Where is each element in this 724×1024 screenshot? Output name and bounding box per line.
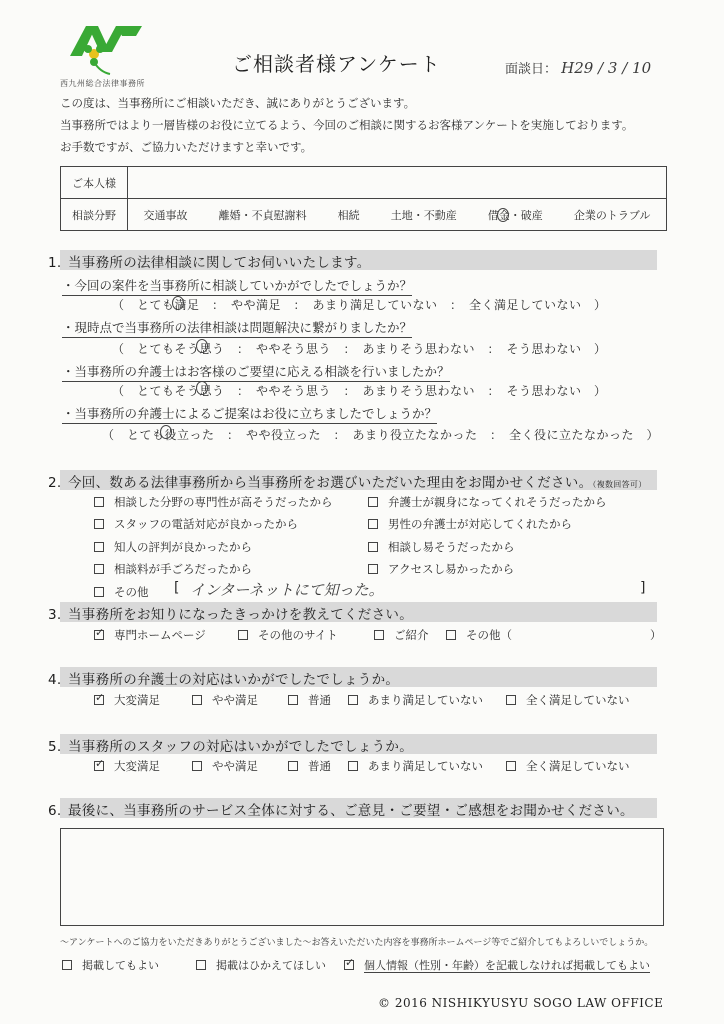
publish-option-selected[interactable]: ✓ 個人情報（性別・年齢）を記載しなければ掲載してもよい <box>344 957 650 973</box>
checkbox[interactable] <box>94 564 104 574</box>
section3-title: 3. 当事務所をお知りになったきっかけを教えてください。 <box>48 607 413 623</box>
category-option[interactable]: 相続 <box>337 208 360 222</box>
category-option[interactable]: 土地・不動産 <box>390 208 457 222</box>
checkbox[interactable] <box>348 695 358 705</box>
reason-option[interactable]: 知人の評判が良かったから <box>94 539 252 555</box>
lawyer-rating-option[interactable]: 普通 <box>288 692 331 708</box>
rating-scale[interactable]: （ とても満足 ： やや満足 ： あまり満足していない ： 全く満足していない ） <box>112 298 607 312</box>
other-bracket-open: [ <box>174 580 180 596</box>
intro-line: お手数ですが、ご協力いただけますと幸いです。 <box>60 140 313 154</box>
section4-title: 4. 当事務所の弁護士の対応はいかがでしたでしょうか。 <box>48 672 400 688</box>
checkbox[interactable] <box>94 519 104 529</box>
answer-circle <box>160 425 172 439</box>
checkbox-checked[interactable] <box>94 630 104 640</box>
checkbox[interactable] <box>446 630 456 640</box>
reason-option[interactable]: 相談し易そうだったから <box>368 539 515 555</box>
source-option-other[interactable]: その他（ <box>446 627 512 643</box>
intro-line: 当事務所ではより一層皆様のお役に立てるよう、今回のご相談に関するお客様アンケートを実施しております。 <box>60 118 634 132</box>
firm-name: 西九州総合法律事務所 <box>60 79 145 88</box>
other-bracket-close: ] <box>640 580 646 596</box>
rating-scale[interactable]: （ とてもそう思う ： ややそう思う ： あまりそう思わない ： そう思わない ） <box>112 384 607 398</box>
checkbox[interactable] <box>192 761 202 771</box>
intro-text <box>60 92 633 158</box>
answer-circle <box>172 296 184 310</box>
page-title: ご相談者様アンケート <box>232 52 441 76</box>
reason-option[interactable]: スタッフの電話対応が良かったから <box>94 516 298 532</box>
section2-title: 2. 今回、数ある法律事務所から当事務所をお選びいただいた理由をお聞かせください。（複数回答可） <box>48 475 647 491</box>
reason-option[interactable]: 男性の弁護士が対応してくれたから <box>368 516 572 532</box>
category-option[interactable]: 交通事故 <box>143 208 188 222</box>
checkbox[interactable] <box>94 587 104 597</box>
rating-scale[interactable]: （ とてもそう思う ： ややそう思う ： あまりそう思わない ： そう思わない ） <box>112 342 607 356</box>
publish-option[interactable]: 掲載はひかえてほしい <box>196 957 326 973</box>
question: ・当事務所の弁護士はお客様のご要望に応える相談を行いましたか？ <box>62 362 450 382</box>
checkbox[interactable] <box>368 497 378 507</box>
lawyer-rating-option[interactable]: やや満足 <box>192 692 258 708</box>
checkbox[interactable] <box>506 761 516 771</box>
firm-logo <box>66 22 146 82</box>
staff-rating-option[interactable]: 全く満足していない <box>506 758 630 774</box>
copyright: © 2016 NISHIKYUSYU SOGO LAW OFFICE <box>378 996 664 1010</box>
answer-circle <box>196 339 208 353</box>
date-value: H29 / 3 / 10 <box>561 59 652 77</box>
checkbox[interactable] <box>238 630 248 640</box>
checkbox[interactable] <box>62 960 72 970</box>
staff-rating-option[interactable]: やや満足 <box>192 758 258 774</box>
checkbox[interactable] <box>288 695 298 705</box>
category-option[interactable]: 企業のトラブル <box>573 208 651 222</box>
name-label: ご本人様 <box>61 167 128 199</box>
checkbox[interactable] <box>192 695 202 705</box>
question: ・今回の案件を当事務所に相談していかがでしたでしょうか？ <box>62 276 412 296</box>
reason-option[interactable]: 相談した分野の専門性が高そうだったから <box>94 494 333 510</box>
publish-option[interactable]: 掲載してもよい <box>62 957 159 973</box>
checkbox[interactable] <box>368 564 378 574</box>
staff-rating-option[interactable]: ✓大変満足 <box>94 758 160 774</box>
source-option[interactable]: ご紹介 <box>374 627 429 643</box>
rating-scale[interactable]: （ とても役立った ： やや役立った ： あまり役立たなかった ： 全く役に立たなかった ） <box>102 428 660 442</box>
category-option[interactable]: 離婚・不貞慰謝料 <box>218 208 307 222</box>
reason-option-other[interactable]: その他 <box>94 584 149 600</box>
checkbox[interactable] <box>348 761 358 771</box>
client-info-table <box>60 166 667 231</box>
publish-consent-note: ～アンケートへのご協力をいただきありがとうございました～お答えいただいた内容を事務所ホームページ等でご紹介してもよろしいでしょうか。 <box>60 938 654 948</box>
date-label: 面談日： <box>505 62 558 77</box>
name-field[interactable] <box>128 167 667 199</box>
lawyer-rating-option[interactable]: あまり満足していない <box>348 692 483 708</box>
staff-rating-option[interactable]: 普通 <box>288 758 331 774</box>
category-options <box>128 200 666 230</box>
checkbox-checked[interactable] <box>344 960 354 970</box>
reason-option[interactable]: 相談料が手ごろだったから <box>94 561 252 577</box>
section1-title: 1. 当事務所の法律相談に関してお伺いいたします。 <box>48 255 371 271</box>
checkbox-checked[interactable] <box>94 695 104 705</box>
section6-title: 6. 最後に、当事務所のサービス全体に対する、ご意見・ご要望・ご感想をお聞かせください。 <box>48 803 634 819</box>
checkbox[interactable] <box>506 695 516 705</box>
other-reason-text[interactable]: インターネットにて知った。 <box>190 581 384 599</box>
comment-box[interactable] <box>60 828 664 926</box>
lawyer-rating-option[interactable]: ✓大変満足 <box>94 692 160 708</box>
selected-category-circle <box>497 208 509 222</box>
intro-line: この度は、当事務所にご相談いただき、誠にありがとうございます。 <box>60 96 416 110</box>
category-label: 相談分野 <box>61 199 128 231</box>
staff-rating-option[interactable]: あまり満足していない <box>348 758 483 774</box>
lawyer-rating-option[interactable]: 全く満足していない <box>506 692 630 708</box>
interview-date <box>505 58 651 77</box>
checkbox[interactable] <box>374 630 384 640</box>
source-option[interactable]: ✓専門ホームページ <box>94 627 206 643</box>
section5-title: 5. 当事務所のスタッフの対応はいかがでしたでしょうか。 <box>48 739 413 755</box>
close-paren: ） <box>650 628 662 642</box>
question: ・現時点で当事務所の法律相談は問題解決に繋がりましたか？ <box>62 318 412 338</box>
checkbox[interactable] <box>94 497 104 507</box>
checkbox[interactable] <box>288 761 298 771</box>
reason-option[interactable]: アクセスし易かったから <box>368 561 514 577</box>
answer-circle <box>196 381 208 395</box>
checkbox[interactable] <box>368 542 378 552</box>
checkbox[interactable] <box>94 542 104 552</box>
checkbox[interactable] <box>196 960 206 970</box>
source-option[interactable]: その他のサイト <box>238 627 338 643</box>
checkbox[interactable] <box>368 519 378 529</box>
question: ・当事務所の弁護士によるご提案はお役に立ちましたでしょうか？ <box>62 404 437 424</box>
reason-option[interactable]: 弁護士が親身になってくれそうだったから <box>368 494 607 510</box>
checkbox-checked[interactable] <box>94 761 104 771</box>
category-option-selected[interactable]: 借金・破産 <box>487 208 543 222</box>
